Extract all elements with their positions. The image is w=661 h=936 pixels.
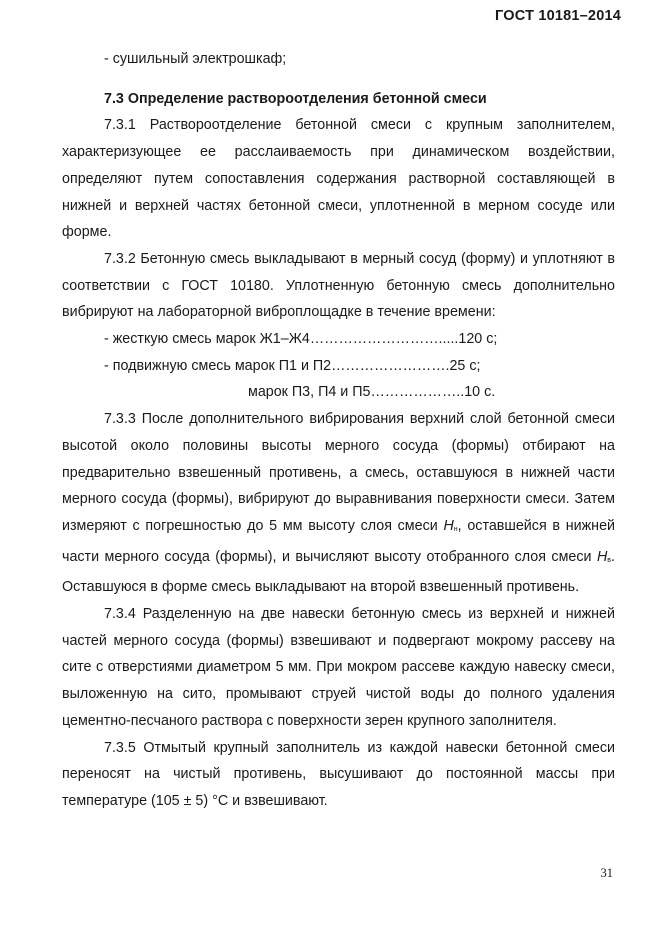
vibration-time-mobile-mix-p1-p2: - подвижную смесь марок П1 и П2…………………….25 с; <box>104 357 481 374</box>
height-subscript-upper: в <box>607 556 612 564</box>
equipment-list-item: - сушильный электрошкаф; <box>104 51 287 67</box>
document-code-header: ГОСТ 10181–2014 <box>495 8 621 24</box>
section-heading: 7.3 Определение раствороотделения бетонной смеси <box>104 90 487 107</box>
document-body <box>62 46 615 815</box>
paragraph-7-3-3-text-b: , оставшейся в нижней части мерного сосуда (формы), и вычисляют высоту отобранного слоя смеси <box>62 517 616 565</box>
paragraph-7-3-2: 7.3.2 Бетонную смесь выкладывают в мерный сосуд (форму) и уплотняют в соответствии с ГОСТ 10180. Уплотненную бетонную смесь дополнительно вибрируют на лабораторной виброплощадке в течение времени: <box>62 250 615 321</box>
height-upper-layer-symbol <box>597 549 611 565</box>
height-symbol-h-upper: H <box>596 548 608 565</box>
height-lower-layer-symbol <box>443 518 457 534</box>
height-symbol-h-lower: H <box>443 517 454 534</box>
vibration-time-stiff-mix: - жесткую смесь марок Ж1–Ж4……………………….....120 с; <box>104 331 498 348</box>
vibration-time-mobile-mix-p3-p5: марок П3, П4 и П5………………..10 с. <box>248 384 496 401</box>
paragraph-7-3-1: 7.3.1 Раствороотделение бетонной смеси с крупным заполнителем, характеризующее ее расслаиваемость при динамическом воздействии, определяют путем сопоставления содержания растворной составляющей в нижней и верхней частях бетонной смеси, уплотненной в мерном сосуде или форме. <box>62 117 615 241</box>
paragraph-7-3-3-text-a: 7.3.3 После дополнительного вибрирования верхний слой бетонной смеси высотой около половины высоты мерного сосуда (формы) отбирают на предварительно взвешенный противень, а смесь, оставшуюся в нижней части мерного сосуда (формы), вибрируют до выравнивания поверхности смеси. Затем измеряют с погрешностью до 5 мм высоту слоя смеси <box>62 411 615 534</box>
paragraph-7-3-4: 7.3.4 Разделенную на две навески бетонную смесь из верхней и нижней частей мерного сосуда (формы) взвешивают и подвергают мокрому рассеву на сите с отверстиями диаметром 5 мм. При мокром рассеве каждую навеску смеси, выложенную на сито, промывают струей чистой воды до полного удаления цементно-песчаного раствора с поверхности зерен крупного заполнителя. <box>62 606 615 729</box>
height-subscript-lower: н <box>453 525 458 533</box>
paragraph-7-3-3 <box>62 406 615 601</box>
paragraph-7-3-5: 7.3.5 Отмытый крупный заполнитель из каждой навески бетонной смеси переносят на чистый противень, высушивают до постоянной массы при температуре (105 ± 5) °С и взвешивают. <box>62 739 615 809</box>
page-number: 31 <box>600 866 613 880</box>
paragraph-7-3-3-text-c: . Оставшуюся в форме смесь выкладывают на второй взвешенный противень. <box>62 548 615 596</box>
